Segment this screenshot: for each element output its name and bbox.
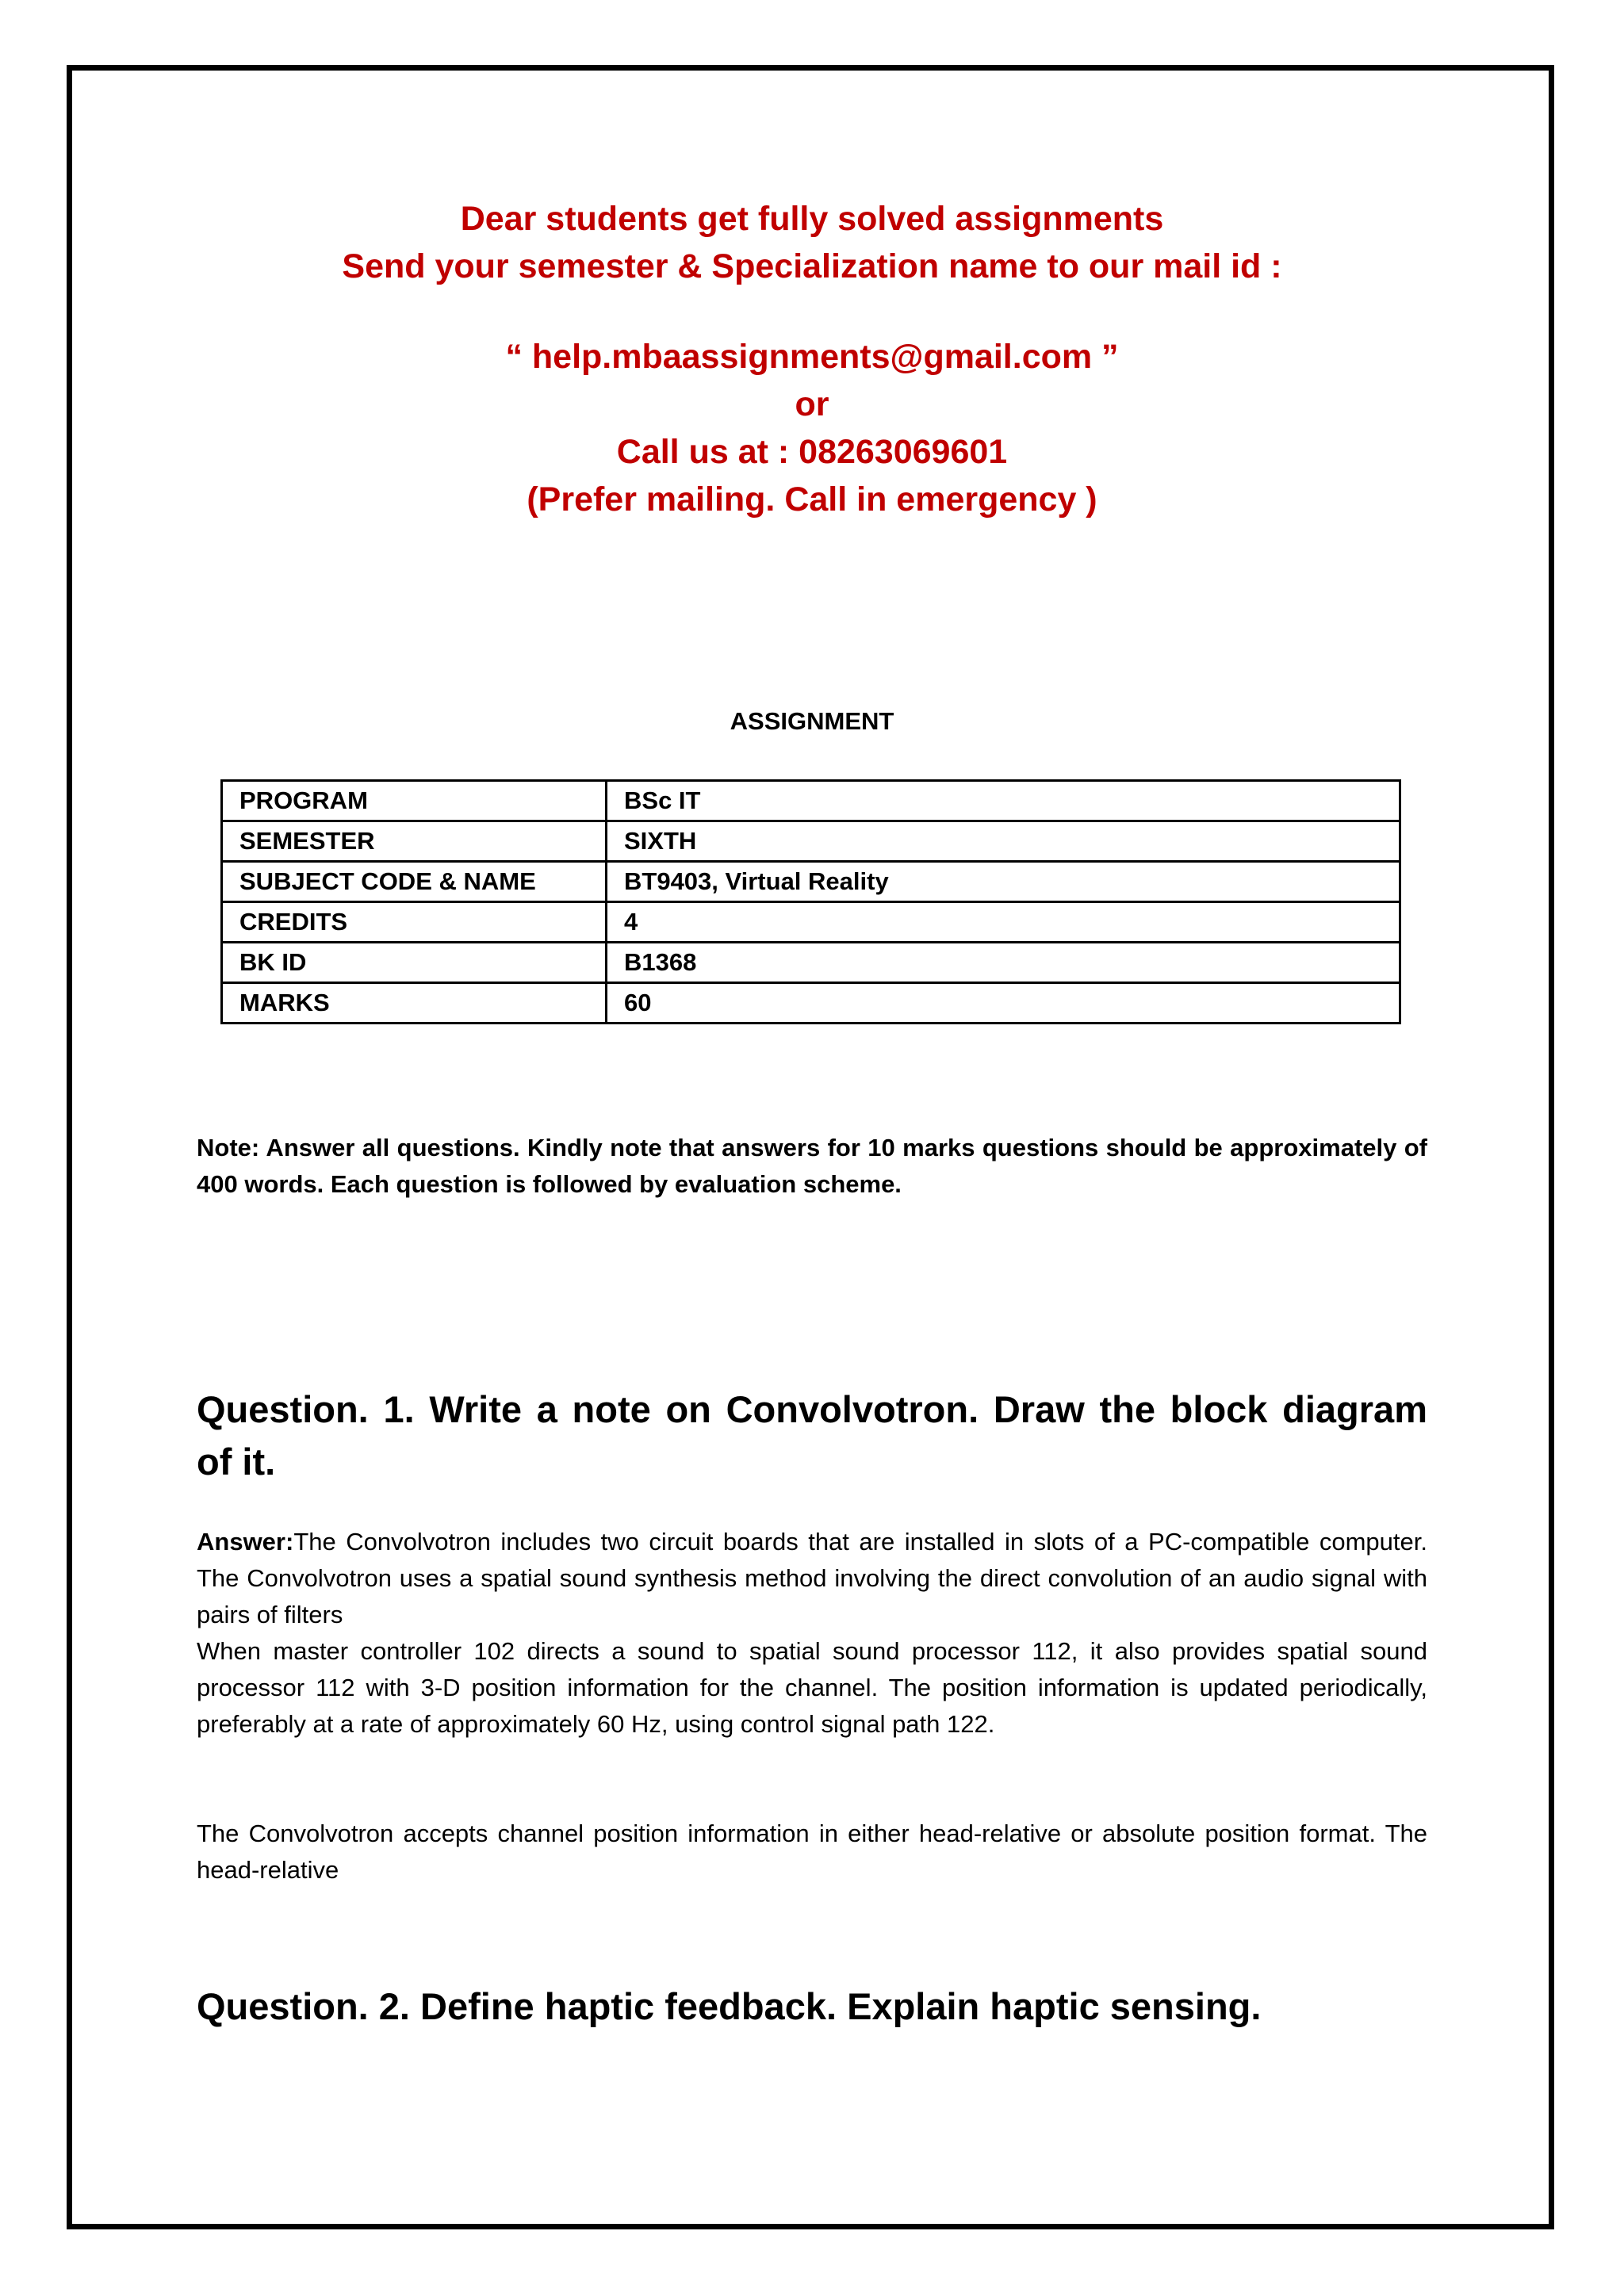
answer-paragraph — [197, 1524, 1427, 1633]
assignment-heading: ASSIGNMENT — [730, 707, 894, 735]
assignment-info-table — [220, 779, 1401, 1024]
question-2-title: Question. 2. Define haptic feedback. Explain haptic sensing. — [197, 1985, 1262, 2027]
table-row — [222, 983, 1400, 1024]
question-1-title: Question. 1. Write a note on Convolvotron. Draw the block diagram of it. — [197, 1388, 1427, 1483]
subject-value: BT9403, Virtual Reality — [607, 862, 1400, 902]
credits-label: CREDITS — [222, 902, 607, 943]
marks-value: 60 — [607, 983, 1400, 1024]
promo-or: or — [795, 385, 829, 423]
program-value: BSc IT — [607, 781, 1400, 821]
promo-preference: (Prefer mailing. Call in emergency ) — [527, 480, 1097, 519]
answer-label: Answer: — [197, 1528, 294, 1556]
question-1-answer — [197, 1524, 1427, 1888]
answer-paragraph: The Convolvotron accepts channel position information in either head-relative or absolute position format. The head-relative — [197, 1820, 1427, 1884]
promo-email: “ help.mbaassignments@gmail.com ” — [505, 338, 1119, 376]
paragraph-gap — [197, 1743, 1427, 1816]
marks-label: MARKS — [222, 983, 607, 1024]
bk-id-label: BK ID — [222, 943, 607, 983]
promo-instruction: Send your semester & Specialization name to our mail id : — [342, 247, 1282, 285]
table-row — [222, 821, 1400, 862]
table-row — [222, 943, 1400, 983]
table-row — [222, 781, 1400, 821]
promo-phone: Call us at : 08263069601 — [616, 433, 1008, 471]
instructions-note: Note: Answer all questions. Kindly note that answers for 10 marks questions should be approximately of 400 words. Each question is followed by evaluation scheme. — [197, 1134, 1427, 1198]
subject-label: SUBJECT CODE & NAME — [222, 862, 607, 902]
answer-paragraph: When master controller 102 directs a sound to spatial sound processor 112, it also provides spatial sound processor 112 with 3-D position information for the channel. The position information is updated periodically, preferably at a rate of approximately 60 Hz, using control signal path 122. — [197, 1637, 1427, 1738]
bk-id-value: B1368 — [607, 943, 1400, 983]
promo-headline: Dear students get fully solved assignments — [460, 200, 1164, 238]
credits-value: 4 — [607, 902, 1400, 943]
semester-value: SIXTH — [607, 821, 1400, 862]
semester-label: SEMESTER — [222, 821, 607, 862]
table-row — [222, 902, 1400, 943]
table-row — [222, 862, 1400, 902]
program-label: PROGRAM — [222, 781, 607, 821]
answer-text: The Convolvotron includes two circuit boards that are installed in slots of a PC-compatible computer. The Convolvotron uses a spatial sound synthesis method involving the direct convolution of an audio signal with pairs of filters — [197, 1528, 1427, 1628]
